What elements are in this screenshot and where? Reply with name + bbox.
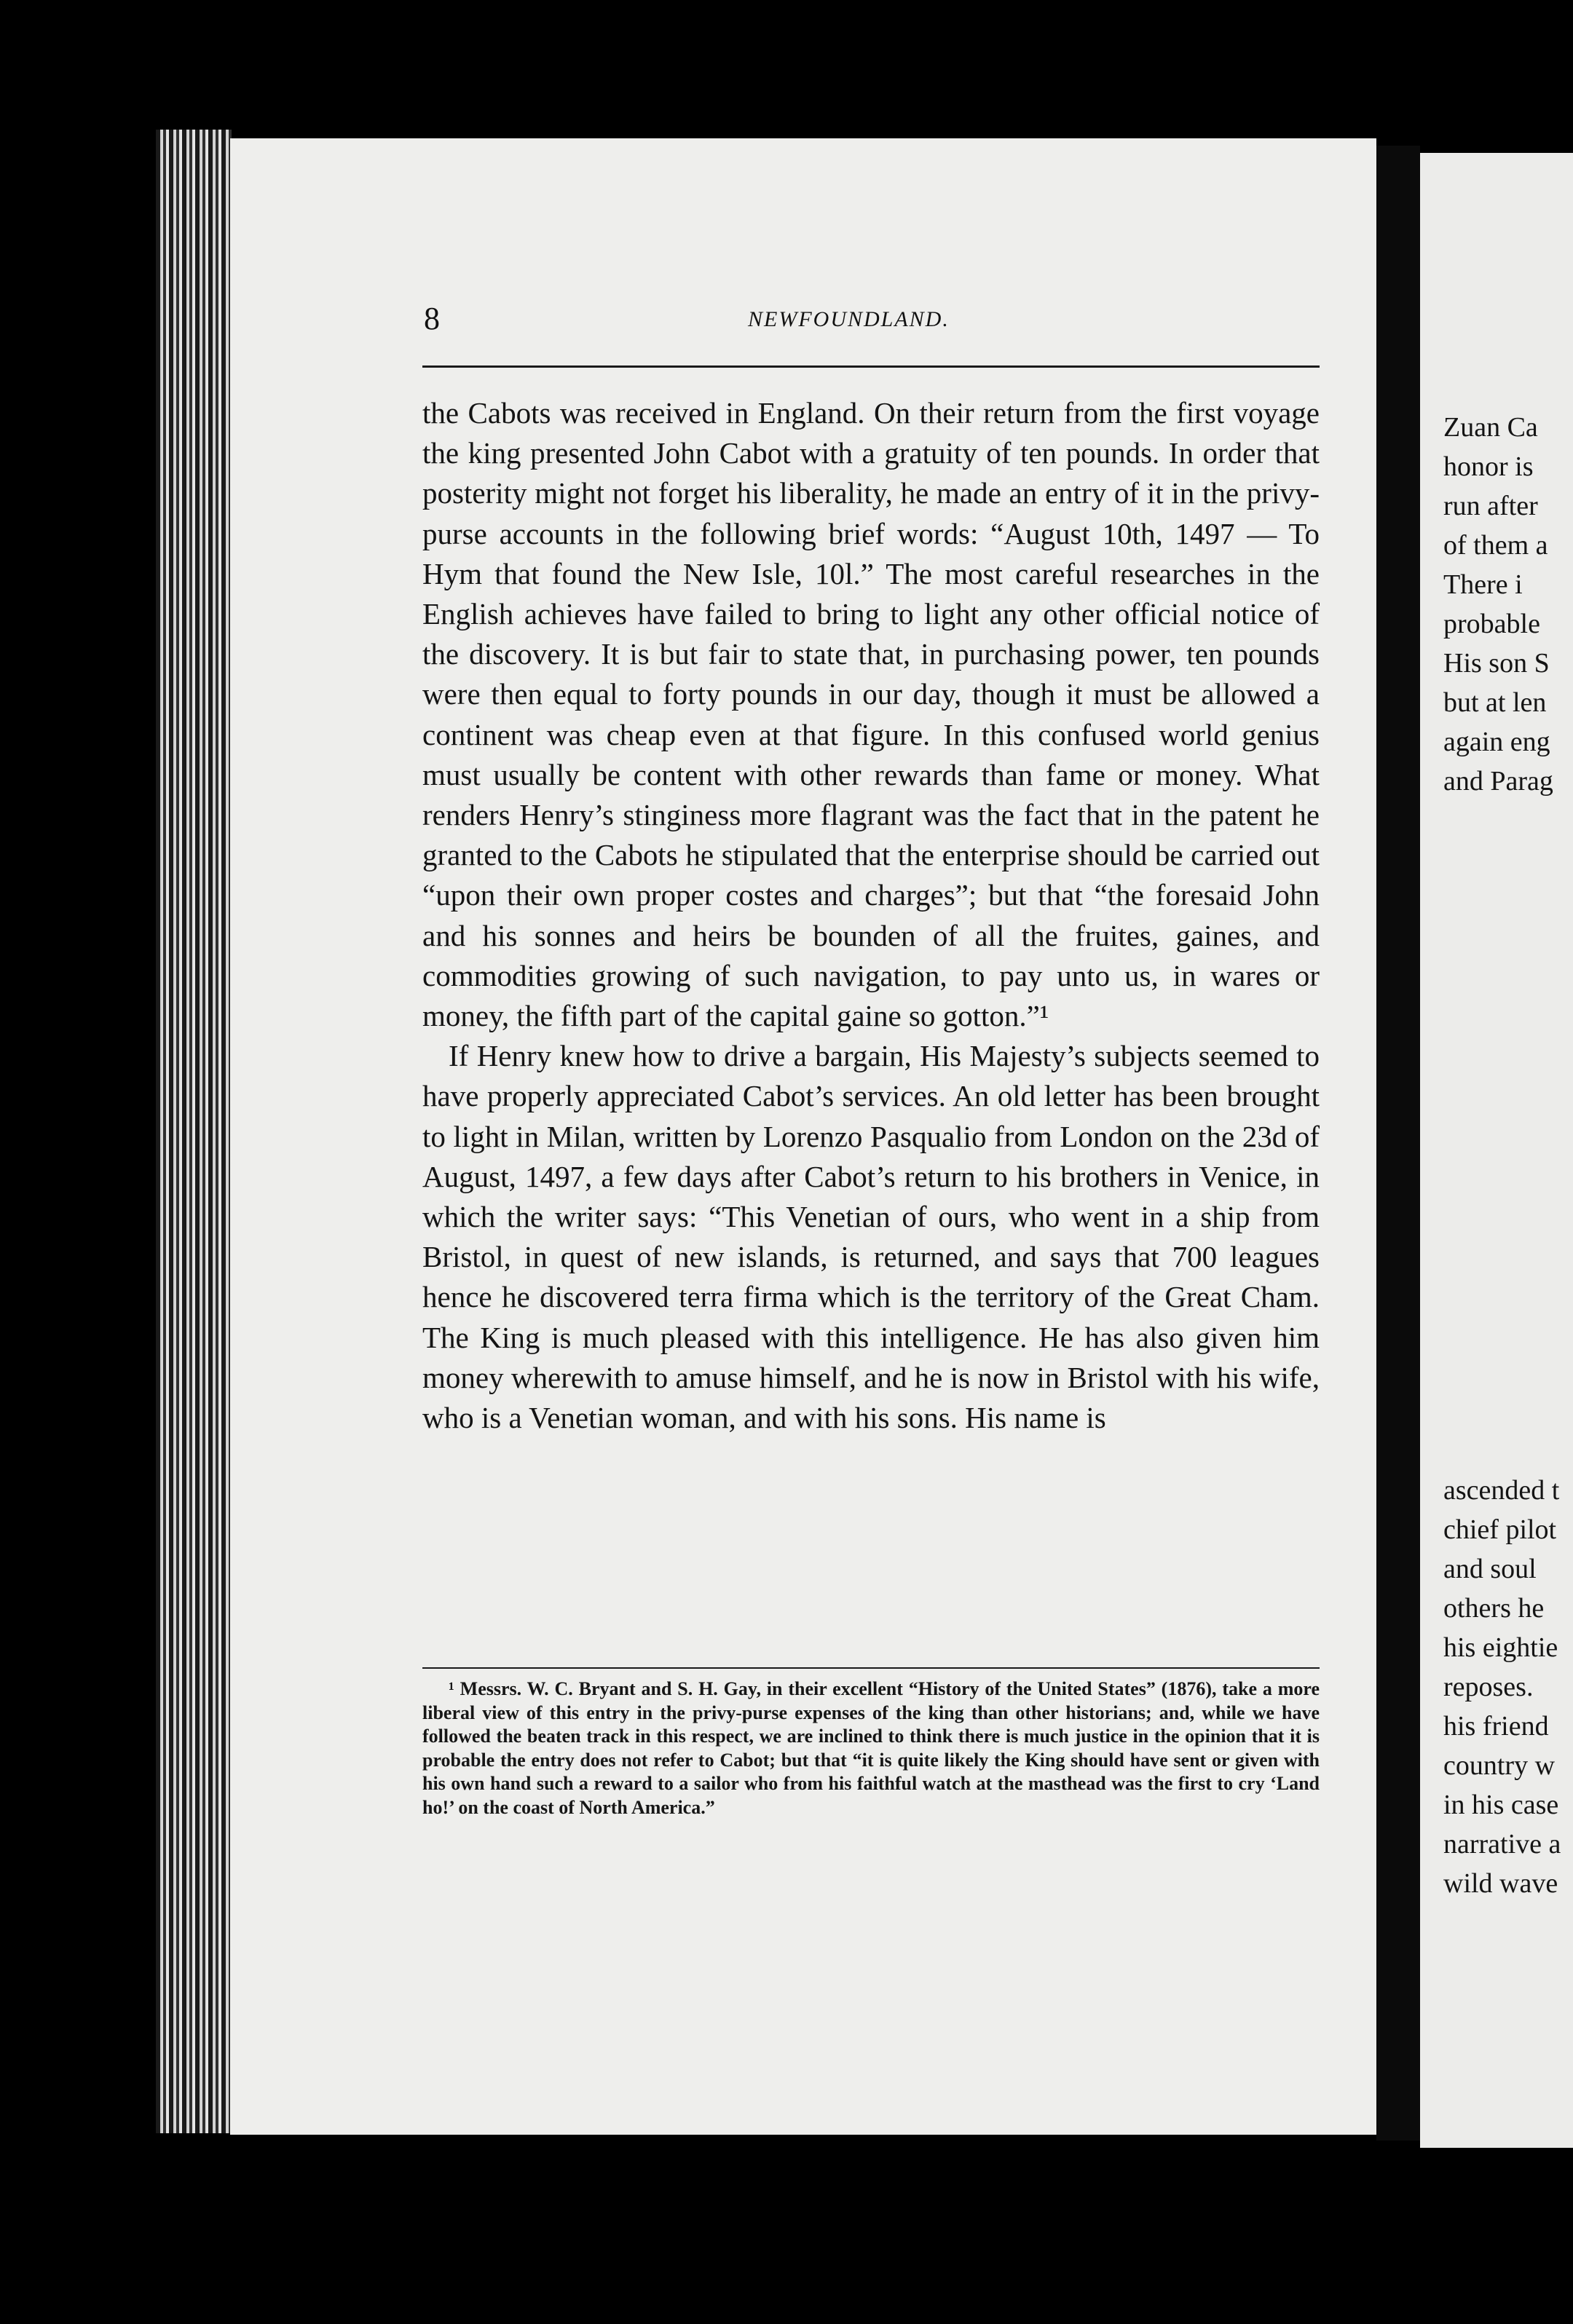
facing-page-line: Zuan Ca — [1443, 412, 1538, 443]
facing-page-line: honor is — [1443, 451, 1534, 482]
body-text — [422, 393, 1320, 1438]
running-head: NEWFOUNDLAND. — [748, 307, 950, 331]
page-number: 8 — [424, 301, 440, 336]
facing-page-line: and soul — [1443, 1554, 1537, 1584]
page-header — [424, 300, 1320, 351]
facing-page-line: narrative a — [1443, 1829, 1561, 1859]
facing-page-line: There i — [1443, 569, 1523, 600]
facing-page-line: country w — [1443, 1750, 1556, 1781]
facing-page-line: of them a — [1443, 530, 1548, 561]
facing-page-line: probable — [1443, 609, 1540, 639]
paragraph-1: the Cabots was received in England. On their return from the first voyage the king presented John Cabot with a gratuity of ten pounds. In order that posterity might not forget his liberality, he made an entry of it in the privy-purse accounts in the following brief words: “August 10th, 1497 — To Hym that found the New Isle, 10l.” The most careful researches in the English achieves have failed to bring to light any other official notice of the discovery. It is but fair to state that, in purchasing power, ten pounds were then equal to forty pounds in our day, though it must be allowed a continent was cheap even at that figure. In this confused world genius must usually be content with other rewards than fame or money. What renders Henry’s stinginess more flagrant was the fact that in the patent he granted to the Cabots he stipulated that the enterprise should be carried out “upon their own proper costes and charges”; but that “the foresaid John and his sonnes and heirs be bounden of all the fruites, gaines, and commodities growing of such navigation, to pay unto us, in wares or money, the fifth part of the capital gaine so gotton.”¹ — [422, 396, 1320, 1033]
footnote-text: ¹ Messrs. W. C. Bryant and S. H. Gay, in their excellent “History of the United States” (1876), take a more liberal view of this entry in the privy-purse expenses of the king than other historians; and, while we have followed the beaten track in this respect, we are inclined to think there is much justice in the opinion that it is probable the entry does not refer to Cabot; but that “it is quite likely the King should have sent or given with his own hand such a reward to a sailor who from his faithful watch at the masthead was the first to cry ‘Land ho!’ on the coast of North America.” — [422, 1678, 1320, 1818]
facing-page-line: his eightie — [1443, 1632, 1558, 1663]
facing-page-top-text — [1443, 408, 1553, 801]
header-rule — [422, 365, 1320, 368]
footnote — [422, 1677, 1320, 1819]
facing-page-line: in his case — [1443, 1790, 1559, 1820]
facing-page-line: wild wave — [1443, 1868, 1558, 1899]
facing-page-line: reposes. — [1443, 1672, 1534, 1702]
gutter-shadow — [1376, 146, 1420, 2141]
paragraph-2: If Henry knew how to drive a bargain, His Majesty’s subjects seemed to have properly appreciated Cabot’s services. An old letter has been brought to light in Milan, written by Lorenzo Pasqualio from London on the 23d of August, 1497, a few days after Cabot’s return to his brothers in Venice, in which the writer says: “This Venetian of ours, who went in a ship from Bristol, in quest of new islands, is returned, and says that 700 leagues hence he discovered terra firma which is the territory of the Great Cham. The King is much pleased with this intelligence. He has also given him money wherewith to amuse himself, and he is now in Bristol with his wife, who is a Venetian woman, and with his sons. His name is — [422, 1039, 1320, 1435]
facing-page-line: run after — [1443, 491, 1538, 521]
facing-page-line: but at len — [1443, 687, 1547, 718]
facing-page — [1420, 153, 1573, 2148]
facing-page-line: ascended t — [1443, 1475, 1560, 1506]
facing-page-line: others he — [1443, 1593, 1545, 1624]
facing-page-line: his friend — [1443, 1711, 1549, 1742]
facing-page-line: again eng — [1443, 727, 1550, 757]
page-edges — [156, 130, 232, 2133]
facing-page-line: chief pilot — [1443, 1514, 1557, 1545]
footnote-rule — [422, 1667, 1320, 1669]
facing-page-line: and Parag — [1443, 766, 1553, 797]
facing-page-line: His son S — [1443, 648, 1550, 679]
facing-page-bottom-text — [1443, 1471, 1561, 1903]
